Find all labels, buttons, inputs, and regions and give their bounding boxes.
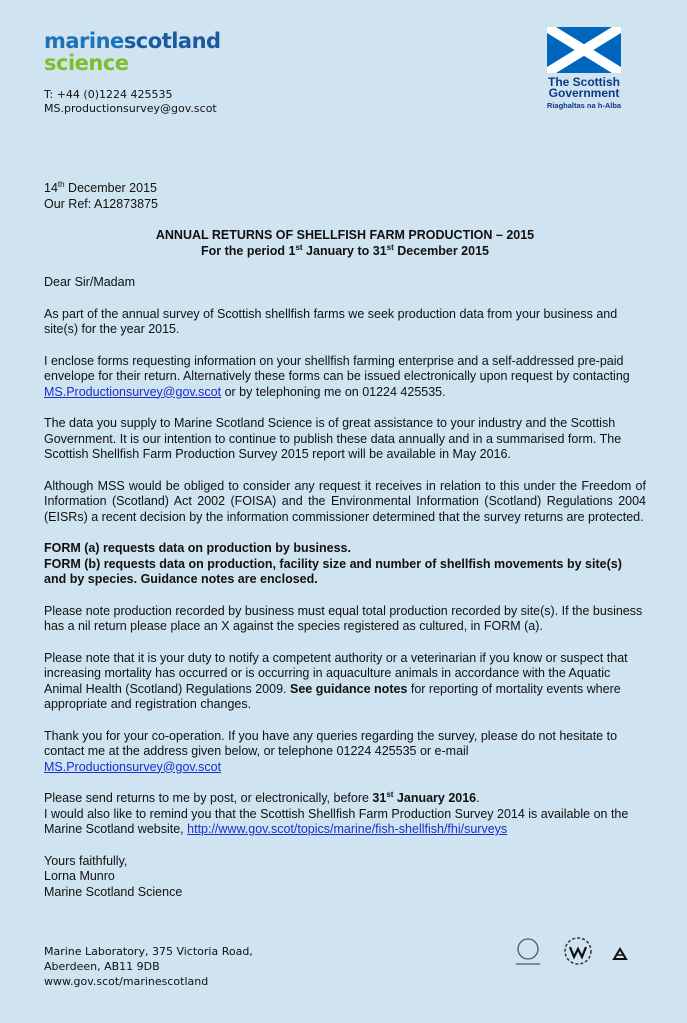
signer-org: Marine Scotland Science (44, 884, 183, 899)
salutation: Dear Sir/Madam (44, 275, 135, 289)
letter-period: For the period 1st January to 31st December 2015 (201, 242, 489, 258)
form-b-text: FORM (b) requests data on production, facility size and number of shellfish movements by site(s) and by species. Guidance notes are enclosed. (44, 556, 622, 586)
website-link[interactable]: http://www.gov.scot/topics/marine/fish-shellfish/fhi/surveys (187, 822, 508, 836)
paragraph-8: Please send returns to me by post, or electronically, before 31st January 2016. I would also like to remind you that the Scottish Shellfish Farm Production Survey 2014 is available on the Marine Scotland website, http://www.gov.scot/topics/marine/fish-shellfish/fhi/surveys (44, 789, 629, 836)
footer-accreditation-logos (500, 935, 640, 975)
header-phone: T: +44 (0)1224 425535 (44, 88, 173, 101)
paragraph-6: Please note that it is your duty to notify a competent authority or a veterinarian if you know or suspect that increasing mortality has occurred or is occurring in aquaculture animals in accordance with the Aquatic Animal Health (Scotland) Regulations 2009. See guidance notes for reporting of mortality events where appropriate and registration changes. (44, 650, 628, 711)
paragraph-1: As part of the annual survey of Scottish shellfish farms we seek production data from your business and site(s) for the year 2015. (44, 306, 618, 336)
email-link-1[interactable]: MS.Productionsurvey@gov.scot (44, 384, 222, 399)
header-email: MS.productionsurvey@gov.scot (44, 102, 217, 115)
header-contact (44, 88, 217, 116)
marine-scotland-science-logo (44, 30, 221, 74)
sg-name: The Scottish Government (547, 75, 620, 100)
signer-name: Lorna Munro (44, 869, 115, 883)
paragraph-7: Thank you for your co-operation. If you have any queries regarding the survey, please do not hesitate to contact me at the address given below, or telephone 01224 425535 or e-mail MS.Productionsurvey@gov.scot (44, 728, 618, 774)
logo-word-scotland: scotland (123, 29, 221, 53)
letter-date: 14th December 2015 (44, 179, 157, 195)
form-descriptions (44, 541, 646, 588)
scottish-government-logo (544, 27, 624, 110)
recycle-icon (614, 949, 626, 959)
form-a-text: FORM (a) requests data on production by business. (44, 541, 351, 555)
letter-ref: Our Ref: A12873875 (44, 196, 158, 211)
saltire-flag-icon (547, 27, 621, 73)
logo-word-science: science (44, 51, 129, 75)
paragraph-2: I enclose forms requesting information on your shellfish farming enterprise and a self-addressed pre-paid envelope for their return. Alternatively these forms can be issued electronically upon request by contacting MS.Productionsurvey@gov.scot or by telephoning me on 01224 425535. (44, 353, 630, 399)
accreditation-ring-icon (516, 939, 540, 965)
footer-address: Marine Laboratory, 375 Victoria Road, Aberdeen, AB11 9DB www.gov.scot/marinescotland (44, 945, 253, 988)
paragraph-5: Please note production recorded by business must equal total production recorded by site(s). If the business has a nil return please place an X against the species registered as cultured, in FORM (a). (44, 603, 643, 633)
paragraph-4: Although MSS would be obliged to consider any request it receives in relation to this under the Freedom of Information (Scotland) Act 2002 (FOISA) and the Environmental Information (Scotland) Regulations 2004 (EISRs) a recent decision by the information commissioner determined that the survey returns are protected. (44, 478, 646, 524)
investors-logo-icon (565, 938, 591, 964)
sg-gaelic-name: Riaghaltas na h-Alba (546, 101, 622, 110)
signature-block: Yours faithfully, Lorna Munro Marine Scotland Science (44, 853, 183, 899)
letter-body (44, 181, 646, 916)
logo-word-marine: marine (44, 29, 124, 53)
letter-title: ANNUAL RETURNS OF SHELLFISH FARM PRODUCTION – 2015 (155, 228, 535, 242)
paragraph-3: The data you supply to Marine Scotland Science is of great assistance to your industry and the Scottish Government. It is our intention to continue to publish these data annually and in a summarised form. The Scottish Shellfish Farm Production Survey 2015 report will be available in May 2016. (44, 416, 622, 461)
email-link-2[interactable]: MS.Productionsurvey@gov.scot (44, 759, 222, 774)
